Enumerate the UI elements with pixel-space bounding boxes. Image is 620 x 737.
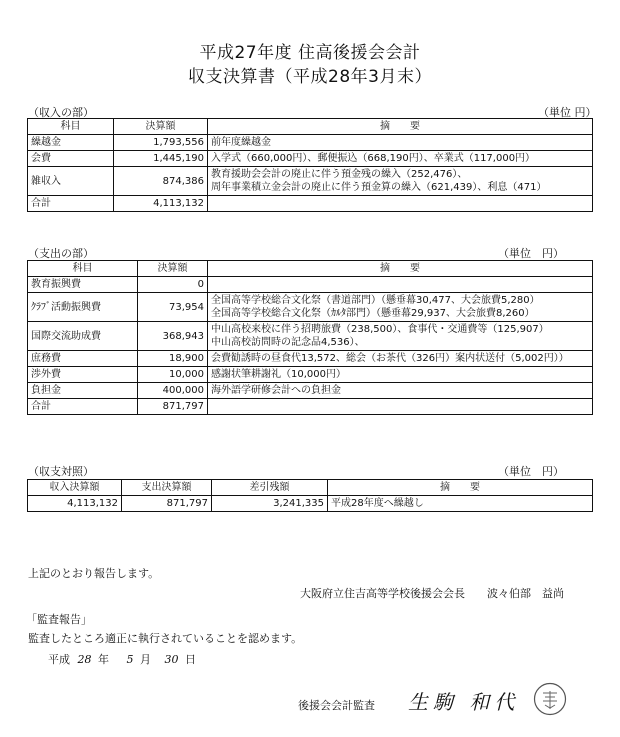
income-unit-label: （単位 円） — [538, 106, 597, 119]
expense-note-line: 会費勧誘時の昼食代13,572、総会（お茶代（326円）案内状送付（5,002円）） — [211, 353, 569, 364]
income-section-label: （収入の部） — [28, 106, 94, 119]
date-era: 平成 — [48, 653, 70, 666]
balance-header-expense: 支出決算額 — [122, 480, 212, 496]
date-day-unit: 日 — [185, 653, 196, 666]
expense-item: ｸﾗﾌﾞ活動振興費 — [28, 293, 138, 322]
balance-header-diff: 差引残額 — [212, 480, 328, 496]
expense-row — [28, 293, 593, 322]
expense-note — [208, 277, 593, 293]
expense-note-line: 海外語学研修会計への負担金 — [211, 385, 341, 396]
expense-note-line — [211, 400, 589, 413]
balance-note: 平成28年度へ繰越し — [328, 496, 593, 512]
date-day: 30 — [164, 653, 179, 666]
expense-item: 教育振興費 — [28, 277, 138, 293]
income-header-row — [28, 119, 593, 135]
income-note — [208, 135, 593, 151]
income-table — [27, 118, 593, 212]
expense-note — [208, 399, 593, 415]
date-month-unit: 月 — [140, 653, 151, 666]
balance-header-note: 摘 要 — [328, 480, 593, 496]
expense-note-line: 中山高校訪問時の記念品4,536）、 — [211, 337, 365, 348]
report-statement: 上記のとおり報告します。 — [28, 567, 160, 580]
expense-amount: 73,954 — [138, 293, 208, 322]
income-note-line: 周年事業積立金会計の廃止に伴う預金算の繰入（621,439）、利息（471） — [211, 182, 547, 193]
expense-note-line: 感謝状筆耕謝礼（10,000円） — [211, 369, 346, 380]
balance-unit-label: （単位 円） — [498, 465, 564, 478]
balance-section-label: （収支対照） — [28, 465, 94, 478]
income-amount: 1,793,556 — [114, 135, 208, 151]
audit-title: 「監査報告」 — [26, 613, 92, 626]
seal-stamp-icon — [533, 682, 567, 716]
expense-header-note: 摘 要 — [208, 261, 593, 277]
expense-note — [208, 293, 593, 322]
expense-note — [208, 351, 593, 367]
expense-note — [208, 322, 593, 351]
expense-amount: 400,000 — [138, 383, 208, 399]
date-year-unit: 年 — [98, 653, 109, 666]
income-note-line: 教育援助会会計の廃止に伴う預金残の繰入（252,476）、 — [211, 169, 468, 180]
income-row — [28, 135, 593, 151]
expense-note-line: 全国高等学校総合文化祭（ｶﾙﾀ部門）（懸垂幕29,937、大会旅費8,260） — [211, 308, 535, 319]
balance-table — [27, 479, 593, 512]
income-row — [28, 151, 593, 167]
income-header-item: 科目 — [28, 119, 114, 135]
expense-header-item: 科目 — [28, 261, 138, 277]
expense-note-line — [211, 278, 589, 291]
income-amount: 874,386 — [114, 167, 208, 196]
expense-item: 負担金 — [28, 383, 138, 399]
expense-item: 渉外費 — [28, 367, 138, 383]
expense-row — [28, 322, 593, 351]
expense-note — [208, 367, 593, 383]
expense-amount: 368,943 — [138, 322, 208, 351]
income-row — [28, 196, 593, 212]
income-note-line: 前年度繰越金 — [211, 137, 271, 148]
expense-section-label: （支出の部） — [28, 247, 94, 260]
audit-date — [48, 651, 196, 667]
expense-header-row — [28, 261, 593, 277]
income-item: 会費 — [28, 151, 114, 167]
balance-expense: 871,797 — [122, 496, 212, 512]
auditor-signature: 生駒 和代 — [408, 690, 520, 714]
expense-amount: 0 — [138, 277, 208, 293]
expense-row — [28, 277, 593, 293]
income-item: 雑収入 — [28, 167, 114, 196]
expense-unit-label: （単位 円） — [498, 247, 564, 260]
auditor-label: 後援会会計監査 — [298, 699, 375, 712]
expense-header-amount: 決算額 — [138, 261, 208, 277]
balance-header-row — [28, 480, 593, 496]
expense-amount: 18,900 — [138, 351, 208, 367]
expense-note-line: 中山高校来校に伴う招聘旅費（238,500）、食事代・交通費等（125,907） — [211, 324, 549, 335]
income-amount: 4,113,132 — [114, 196, 208, 212]
date-year: 28 — [77, 653, 92, 666]
expense-rows — [28, 277, 593, 415]
income-header-amount: 決算額 — [114, 119, 208, 135]
audit-text: 監査したところ適正に執行されていることを認めます。 — [28, 632, 303, 645]
income-note — [208, 196, 593, 212]
expense-row — [28, 367, 593, 383]
income-item: 繰越金 — [28, 135, 114, 151]
income-item: 合計 — [28, 196, 114, 212]
document-title: 平成27年度 住高後援会会計 — [199, 43, 421, 63]
income-amount: 1,445,190 — [114, 151, 208, 167]
expense-row — [28, 383, 593, 399]
expense-row — [28, 399, 593, 415]
expense-table — [27, 260, 593, 415]
expense-row — [28, 351, 593, 367]
expense-item: 合計 — [28, 399, 138, 415]
expense-note-line: 全国高等学校総合文化祭（書道部門）（懸垂幕30,477、大会旅費5,280） — [211, 295, 540, 306]
income-note-line — [211, 197, 589, 210]
income-note — [208, 151, 593, 167]
income-row — [28, 167, 593, 196]
expense-amount: 10,000 — [138, 367, 208, 383]
balance-row — [28, 496, 593, 512]
balance-diff: 3,241,335 — [212, 496, 328, 512]
date-month: 5 — [126, 653, 134, 666]
balance-header-income: 収入決算額 — [28, 480, 122, 496]
balance-income: 4,113,132 — [28, 496, 122, 512]
expense-amount: 871,797 — [138, 399, 208, 415]
income-note-line: 入学式（660,000円）、郵便振込（668,190円）、卒業式（117,000円） — [211, 153, 536, 164]
report-signatory: 大阪府立住吉高等学校後援会会長 波々伯部 益尚 — [300, 587, 564, 600]
income-header-note: 摘 要 — [208, 119, 593, 135]
expense-item: 国際交流助成費 — [28, 322, 138, 351]
expense-note — [208, 383, 593, 399]
document-subtitle: 収支決算書（平成28年3月末） — [188, 67, 432, 87]
income-note — [208, 167, 593, 196]
income-rows — [28, 135, 593, 212]
expense-item: 庶務費 — [28, 351, 138, 367]
